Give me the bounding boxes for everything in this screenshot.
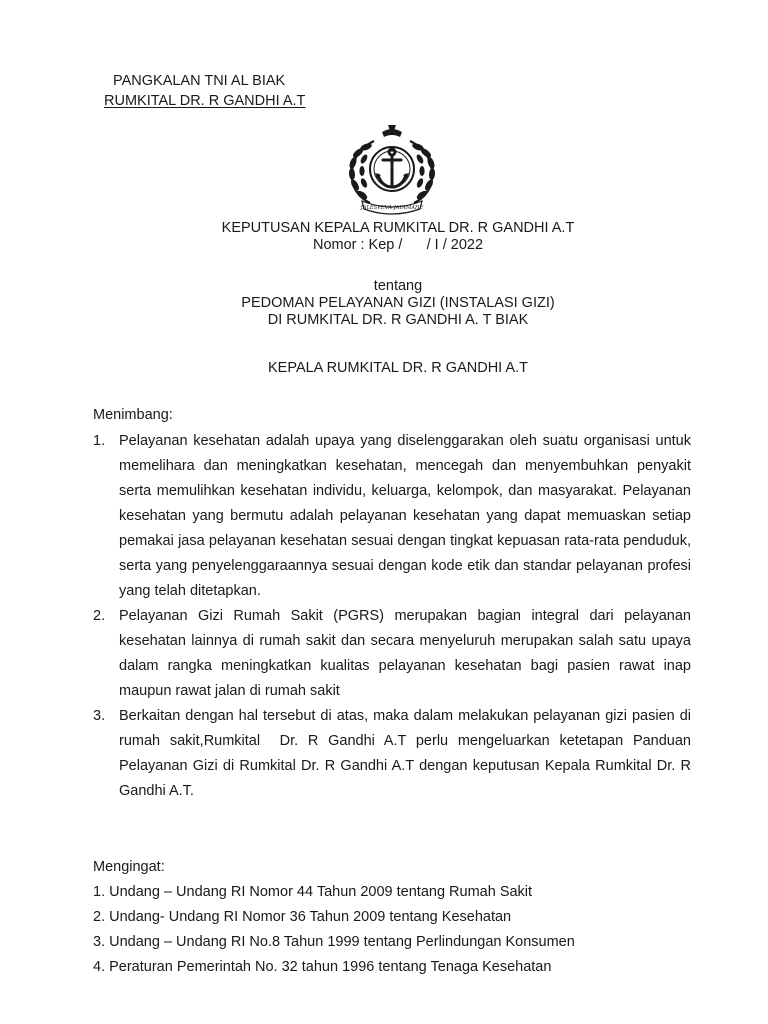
mengingat-item: 1. Undang – Undang RI Nomor 44 Tahun 2009 tentang Rumah Sakit xyxy=(93,884,533,900)
mengingat-list xyxy=(93,880,691,980)
menimbang-item xyxy=(93,704,696,804)
navy-anchor-emblem-icon xyxy=(344,123,440,215)
menimbang-heading: Menimbang: xyxy=(93,407,173,423)
decree-about: tentang xyxy=(373,278,423,294)
menimbang-item-number: 2. xyxy=(93,608,106,624)
menimbang-item xyxy=(93,604,691,704)
decree-subject-line1: PEDOMAN PELAYANAN GIZI (INSTALASI GIZI) xyxy=(241,295,555,311)
decree-number: Nomor : Kep / / I / 2022 xyxy=(312,237,484,253)
header-hospital: RUMKITAL DR. R GANDHI A.T xyxy=(104,93,306,109)
mengingat-item: 4. Peraturan Pemerintah No. 32 tahun 1996 tentang Tenaga Kesehatan xyxy=(93,959,552,975)
menimbang-item-text: Pelayanan Gizi Rumah Sakit (PGRS) merupakan bagian integral dari pelayanan kesehatan lainnya di rumah sakit dan secara menyeluruh merupakan salah satu upaya dalam rangka meningkatkan kualitas pelayanan kesehatan bagi pasien rawat inap maupun rawat jalan di rumah sakit xyxy=(119,608,691,699)
mengingat-item: 3. Undang – Undang RI No.8 Tahun 1999 tentang Perlindungan Konsumen xyxy=(93,934,575,950)
decree-title: KEPUTUSAN KEPALA RUMKITAL DR. R GANDHI A.T xyxy=(221,220,575,236)
mengingat-heading: Mengingat: xyxy=(93,859,165,875)
decree-official: KEPALA RUMKITAL DR. R GANDHI A.T xyxy=(268,360,528,376)
menimbang-item-text: Berkaitan dengan hal tersebut di atas, maka dalam melakukan pelayanan gizi pasien di rumah sakit,Rumkital Dr. R Gandhi A.T perlu mengeluarkan ketetapan Panduan Pelayanan Gizi di Rumkital Dr. R Gandhi A.T dengan keputusan Kepala Rumkital Dr. R Gandhi A.T. xyxy=(119,708,696,799)
decree-subject-line2: DI RUMKITAL DR. R GANDHI A. T BIAK xyxy=(267,312,529,328)
menimbang-item-text: Pelayanan kesehatan adalah upaya yang diselenggarakan oleh suatu organisasi untuk memelihara dan meningkatkan kesehatan, mencegah dan menyembuhkan penyakit serta memulihkan kesehatan individu, keluarga, kelompok, dan masyarakat. Pelayanan kesehatan yang bermutu adalah pelayanan kesehatan yang dapat memuaskan setiap pemakai jasa pelayanan kesehatan sesuai dengan tingkat kepuasan rata-rata penduduk, serta yang penyelenggaraannya sesuai dengan kode etik dan standar pelayanan profesi yang telah ditetapkan. xyxy=(119,433,691,599)
emblem-motto: JALESVEVA JAYAMAHE xyxy=(360,205,424,211)
menimbang-item xyxy=(93,429,691,604)
menimbang-item-number: 3. xyxy=(93,708,106,724)
header-institution: PANGKALAN TNI AL BIAK xyxy=(113,73,286,89)
menimbang-list xyxy=(93,429,696,804)
menimbang-item-number: 1. xyxy=(93,433,106,449)
mengingat-item: 2. Undang- Undang RI Nomor 36 Tahun 2009 tentang Kesehatan xyxy=(93,909,512,925)
